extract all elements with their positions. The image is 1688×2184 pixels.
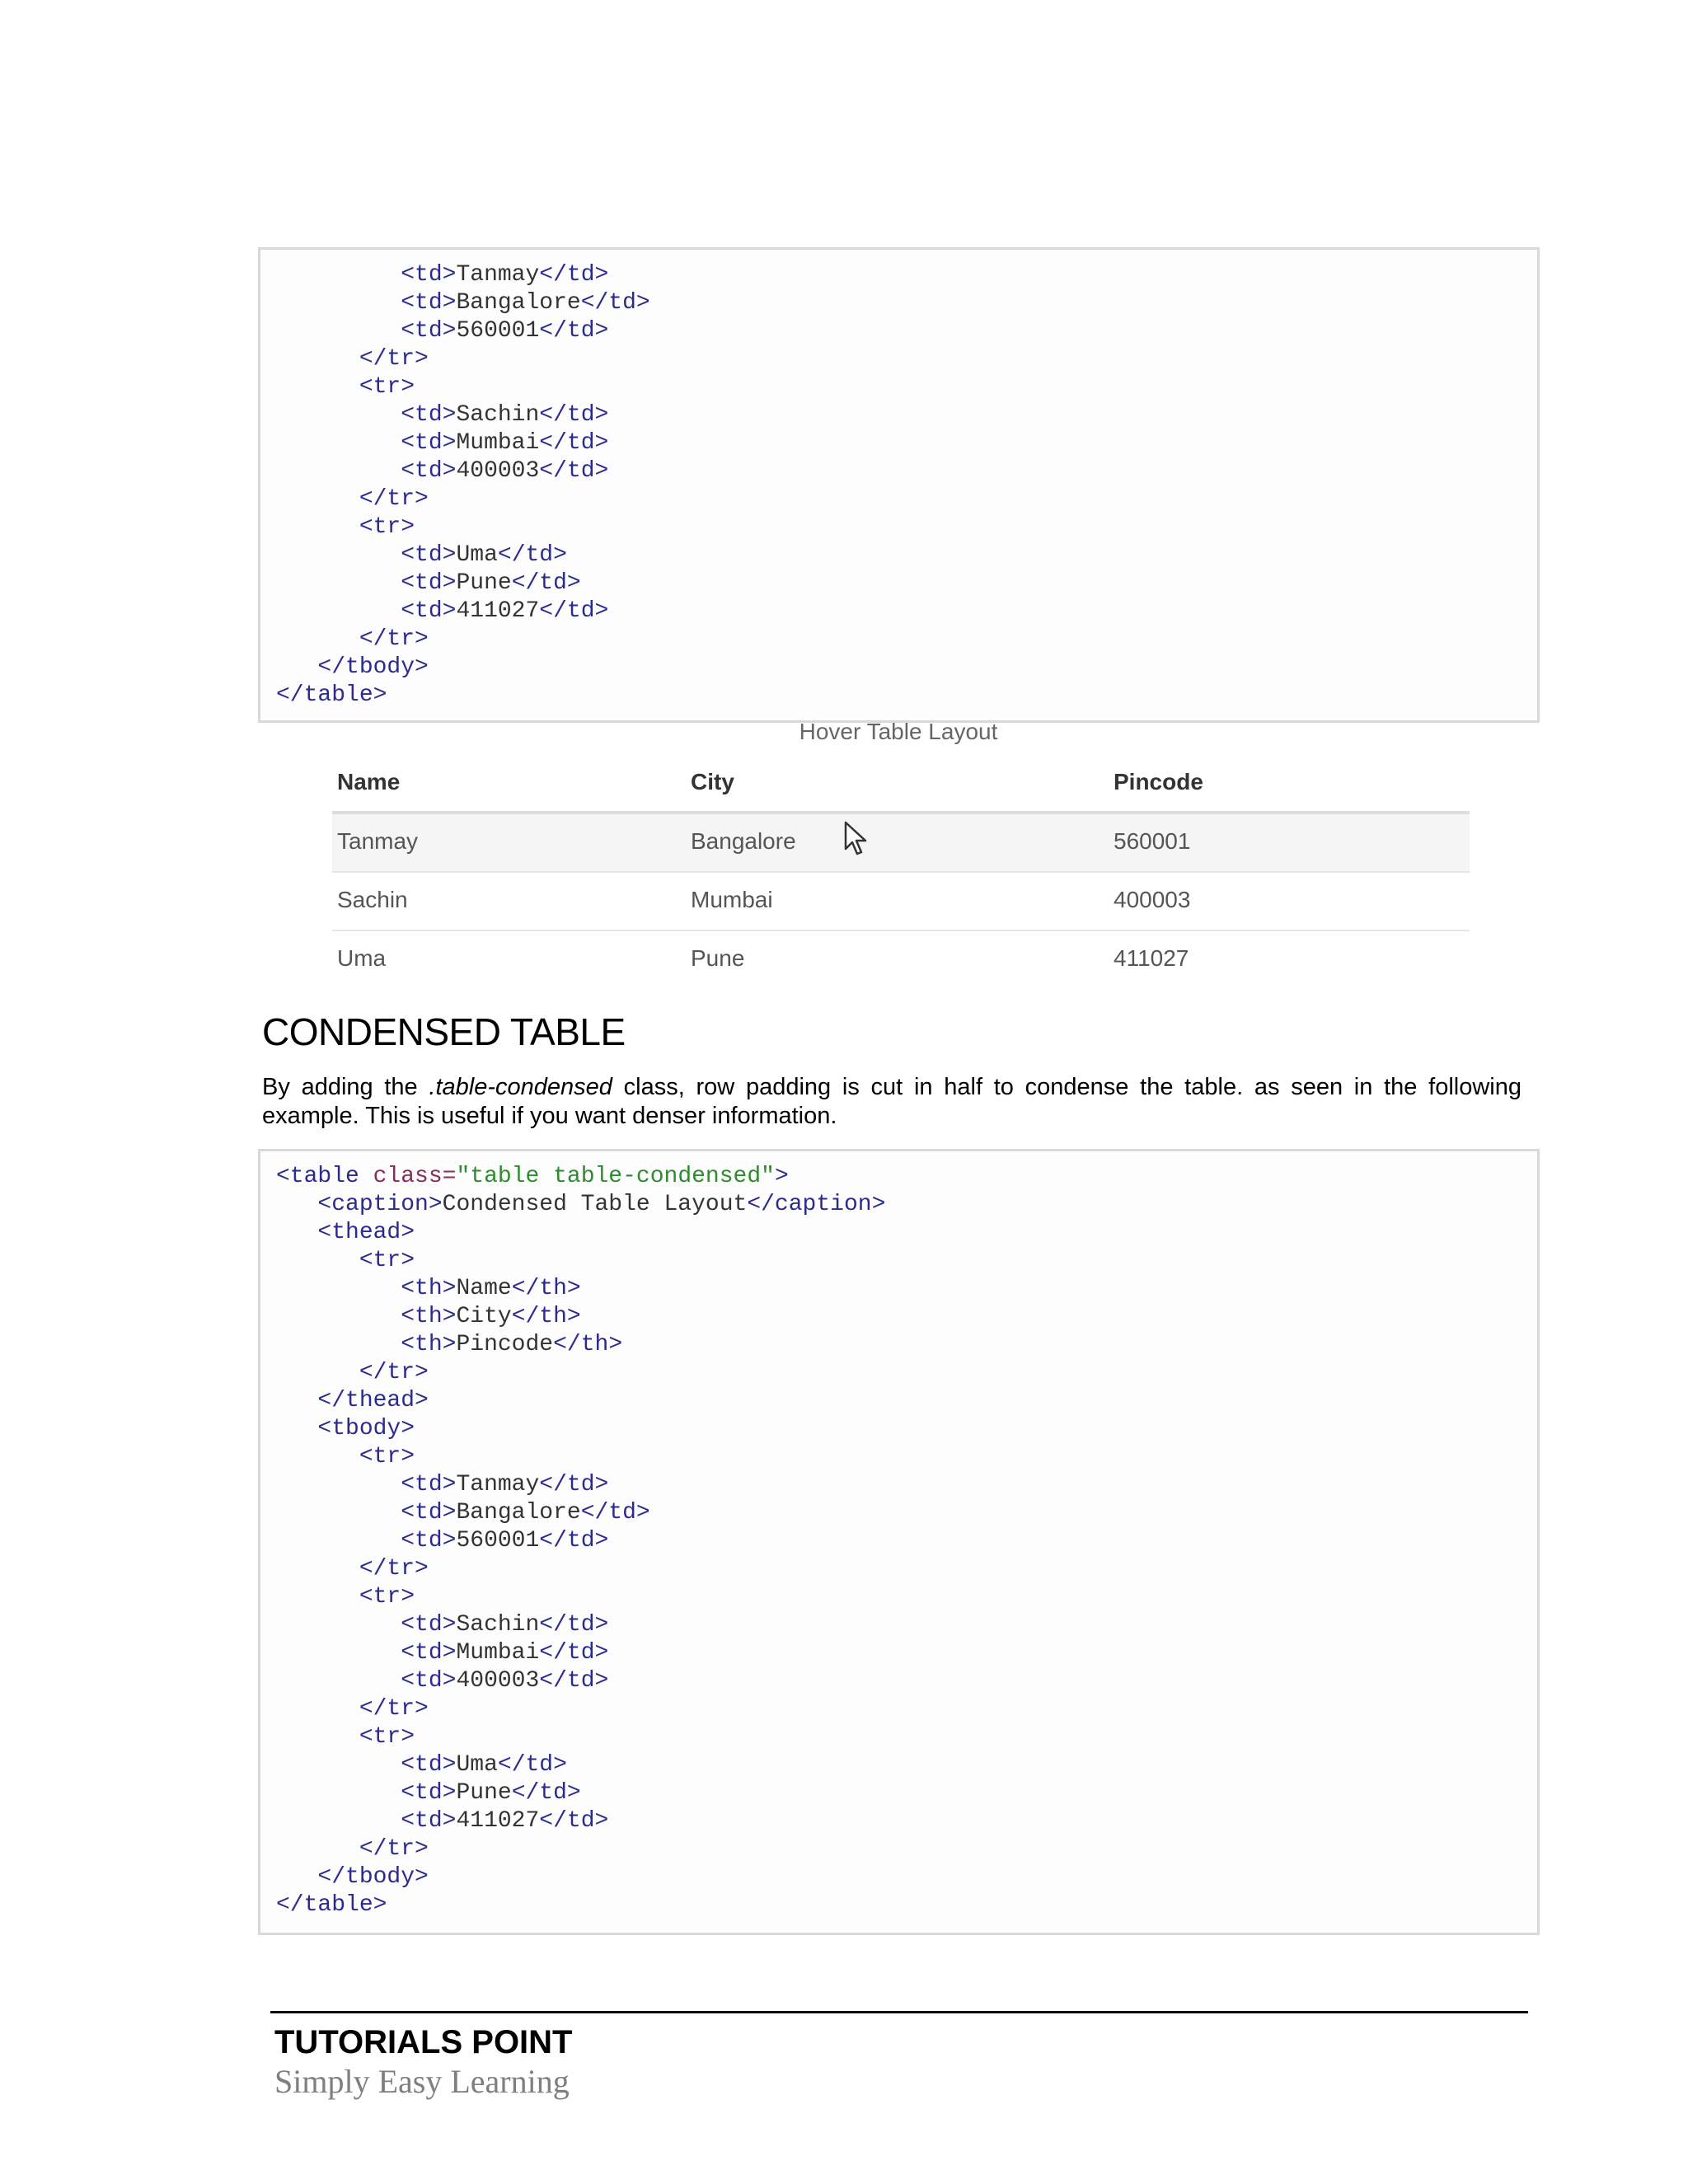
table-row[interactable] [332,814,1470,873]
header-name: Name [337,769,401,794]
mouse-pointer-icon [843,821,868,857]
code-line: <tbody> [317,1416,415,1441]
code-line: </tr> [359,1556,429,1582]
code-line: <tr> [359,1444,415,1469]
code-block-condensed-table [258,1149,1540,1935]
table-caption: Hover Table Layout [799,719,998,744]
code-line: <td>Tanmay</td> [401,1472,609,1497]
footer-tagline: Simply Easy Learning [274,2063,570,2100]
header-pincode: Pincode [1114,769,1203,794]
code-line: <caption>Condensed Table Layout</caption> [317,1192,886,1217]
code-line: <td>Tanmay</td> [401,262,609,288]
paragraph-text-start: By adding the [262,1074,429,1100]
code-line: <td>Pune</td> [401,570,581,596]
code-line: </tr> [359,626,429,652]
footer-divider [270,2011,1528,2013]
code-line: </tr> [359,1836,429,1862]
cell-name: Sachin [337,887,408,912]
code-line: <td>Sachin</td> [401,402,609,428]
code-line: <td>Mumbai</td> [401,430,609,456]
code-line: <td>400003</td> [401,1668,609,1694]
footer-brand: TUTORIALS POINT [274,2024,573,2060]
code-line: </thead> [317,1388,429,1413]
code-line: <tr> [359,514,415,540]
code-line: </table> [276,682,387,708]
cell-name: Uma [337,945,387,971]
code-line: </tbody> [317,654,429,680]
section-heading: CONDENSED TABLE [262,1010,626,1053]
code-line: <th>Pincode</th> [401,1332,623,1357]
code-line: <td>Pune</td> [401,1780,581,1806]
cell-pincode: 400003 [1114,887,1191,912]
hover-table [332,755,1470,988]
code-line: <tr> [359,1724,415,1750]
code-line: <td>Uma</td> [401,542,567,568]
hover-table-example [326,715,1471,979]
code-line: <td>Uma</td> [401,1752,567,1778]
code-line: <td>Sachin</td> [401,1612,609,1638]
code-line: </tr> [359,346,429,372]
code-line: <tr> [359,374,415,400]
table-header-row [332,755,1470,814]
code-line: </tr> [359,486,429,512]
code-line: <td>411027</td> [401,1808,609,1834]
cell-pincode: 560001 [1114,828,1191,854]
code-line: </tr> [359,1360,429,1385]
header-city: City [691,769,734,794]
code-line: <td>400003</td> [401,458,609,484]
code-line: </tr> [359,1696,429,1722]
cell-city: Mumbai [691,887,773,912]
paragraph-text-end: class, row padding is cut in half to condense the table. as seen in the following example. This is useful if you want denser information. [262,1074,1522,1129]
code-line: <td>560001</td> [401,318,609,344]
code-line: <tr> [359,1584,415,1610]
code-block-hover-table-end [258,247,1540,723]
code-line: <td>Bangalore</td> [401,1500,650,1526]
code-line: <td>411027</td> [401,598,609,624]
class-name-emphasis: .table-condensed [429,1074,612,1100]
section-paragraph [262,1073,1522,1131]
cell-city: Bangalore [691,828,796,854]
code-line: <table class="table table-condensed"> [276,1164,789,1189]
code-line: <thead> [317,1220,415,1245]
cell-name: Tanmay [337,828,419,854]
table-row[interactable] [332,931,1470,988]
code-line: </table> [276,1892,387,1918]
code-line: <th>City</th> [401,1304,581,1329]
code-line: </tbody> [317,1864,429,1890]
code-line: <td>Mumbai</td> [401,1640,609,1666]
cell-pincode: 411027 [1114,945,1189,971]
code-line: <tr> [359,1248,415,1273]
table-row[interactable] [332,873,1470,931]
cell-city: Pune [691,945,745,971]
code-line: <td>Bangalore</td> [401,290,650,316]
code-line: <th>Name</th> [401,1276,581,1301]
code-line: <td>560001</td> [401,1528,609,1554]
